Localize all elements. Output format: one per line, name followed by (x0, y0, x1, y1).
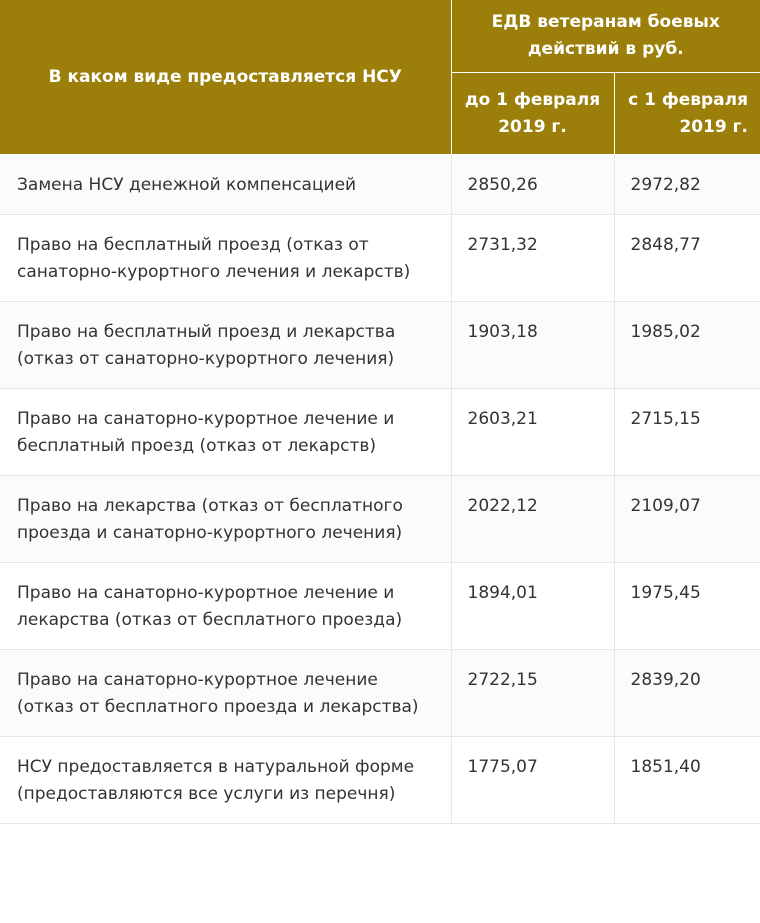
header-before-feb-2019: до 1 февраля 2019 г. (451, 73, 614, 155)
table-row (0, 562, 760, 649)
header-edv-group: ЕДВ ветеранам боевых действий в руб. (451, 0, 760, 73)
row-before-value: 1903,18 (451, 301, 614, 388)
row-after-value: 2848,77 (614, 214, 760, 301)
row-before-value: 2022,12 (451, 475, 614, 562)
row-label: Право на бесплатный проезд (отказ от санаторно-курортного лечения и лекарств) (0, 214, 451, 301)
table-row (0, 388, 760, 475)
row-before-value: 1775,07 (451, 736, 614, 823)
row-label: Замена НСУ денежной компенсацией (0, 155, 451, 215)
row-after-value: 1851,40 (614, 736, 760, 823)
row-after-value: 2839,20 (614, 649, 760, 736)
row-label: Право на бесплатный проезд и лекарства (отказ от санаторно-курортного лечения) (0, 301, 451, 388)
row-after-value: 1985,02 (614, 301, 760, 388)
row-label: НСУ предоставляется в натуральной форме (предоставляются все услуги из перечня) (0, 736, 451, 823)
table-row (0, 649, 760, 736)
row-after-value: 2972,82 (614, 155, 760, 215)
row-before-value: 2850,26 (451, 155, 614, 215)
table-row (0, 214, 760, 301)
table-body (0, 155, 760, 824)
table-row (0, 475, 760, 562)
row-before-value: 1894,01 (451, 562, 614, 649)
row-after-value: 2715,15 (614, 388, 760, 475)
row-before-value: 2603,21 (451, 388, 614, 475)
row-label: Право на санаторно-курортное лечение и бесплатный проезд (отказ от лекарств) (0, 388, 451, 475)
table-header (0, 0, 760, 155)
header-service-form: В каком виде предоставляется НСУ (0, 0, 451, 155)
table-row (0, 736, 760, 823)
row-label: Право на санаторно-курортное лечение и лекарства (отказ от бесплатного проезда) (0, 562, 451, 649)
row-before-value: 2722,15 (451, 649, 614, 736)
row-label: Право на санаторно-курортное лечение (отказ от бесплатного проезда и лекарства) (0, 649, 451, 736)
header-after-feb-2019: с 1 февраля 2019 г. (614, 73, 760, 155)
table-row (0, 301, 760, 388)
table-row (0, 155, 760, 215)
row-label: Право на лекарства (отказ от бесплатного проезда и санаторно-курортного лечения) (0, 475, 451, 562)
row-after-value: 1975,45 (614, 562, 760, 649)
row-after-value: 2109,07 (614, 475, 760, 562)
row-before-value: 2731,32 (451, 214, 614, 301)
